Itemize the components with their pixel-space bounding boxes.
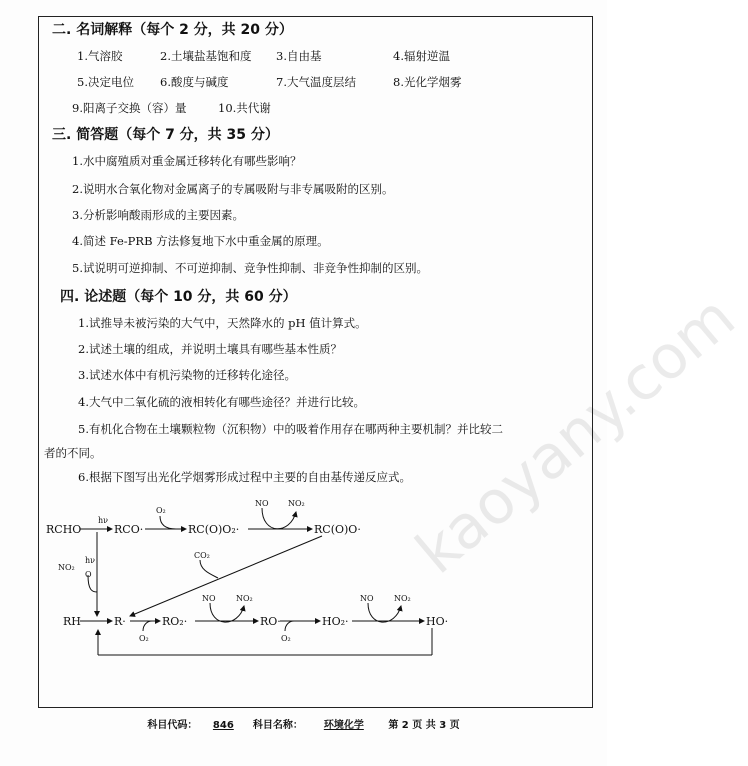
term: 8.光化学烟雾 bbox=[393, 75, 462, 89]
rcho-label: RCHO bbox=[46, 523, 82, 536]
section2-heading: 二. 名词解释（每个 2 分，共 20 分） bbox=[52, 22, 293, 38]
term: 5.决定电位 bbox=[77, 75, 134, 89]
no2-left-label: NO₂ bbox=[58, 563, 75, 572]
term: 10.共代谢 bbox=[218, 101, 271, 115]
question: 5.有机化合物在土壤颗粒物（沉积物）中的吸着作用存在哪两种主要机制？并比较二 bbox=[78, 422, 503, 436]
question-continued: 者的不同。 bbox=[44, 446, 102, 460]
section4-heading: 四. 论述题（每个 10 分，共 60 分） bbox=[60, 289, 297, 305]
r-label: R· bbox=[114, 615, 126, 628]
subject-code: 846 bbox=[212, 720, 234, 731]
section3-heading: 三. 简答题（每个 7 分，共 35 分） bbox=[52, 127, 279, 143]
no2-label: NO₂ bbox=[236, 594, 253, 603]
term: 7.大气温度层结 bbox=[276, 75, 356, 89]
rh-label: RH bbox=[63, 615, 81, 628]
term: 3.自由基 bbox=[276, 49, 322, 63]
ro2-label: RO₂· bbox=[162, 615, 188, 628]
question: 3.分析影响酸雨形成的主要因素。 bbox=[72, 208, 244, 222]
question: 3.试述水体中有机污染物的迁移转化途径。 bbox=[78, 368, 296, 382]
term: 1.气溶胶 bbox=[77, 49, 123, 63]
question: 2.试述土壤的组成，并说明土壤具有哪些基本性质？ bbox=[78, 342, 342, 356]
ho2-label: HO₂· bbox=[322, 615, 349, 628]
term: 2.土壤盐基饱和度 bbox=[160, 49, 252, 63]
o2-label: O₂ bbox=[139, 634, 149, 643]
o2-label: O₂ bbox=[281, 634, 291, 643]
code-label: 科目代码： bbox=[147, 720, 198, 731]
name-label: 科目名称： bbox=[252, 720, 303, 731]
o-left-label: O bbox=[85, 570, 92, 579]
hv-label: hν bbox=[98, 516, 109, 525]
ro-label: RO· bbox=[260, 615, 281, 628]
rcoo2-label: RC(O)O₂· bbox=[188, 523, 240, 536]
page-number: 第 2 页 共 3 页 bbox=[388, 720, 460, 731]
question: 1.水中腐殖质对重金属迁移转化有哪些影响？ bbox=[72, 154, 302, 168]
term: 6.酸度与碱度 bbox=[160, 75, 229, 89]
no2-label: NO₂ bbox=[288, 499, 305, 508]
ho-label: HO· bbox=[426, 615, 449, 628]
term: 9.阳离子交换（容）量 bbox=[72, 101, 187, 115]
no-label: NO bbox=[255, 499, 269, 508]
question: 6.根据下图写出光化学烟雾形成过程中主要的自由基传递反应式。 bbox=[78, 470, 411, 484]
question: 4.大气中二氧化硫的液相转化有哪些途径？并进行比较。 bbox=[78, 395, 365, 409]
no-label: NO bbox=[360, 594, 374, 603]
watermark: kaoyany.com bbox=[403, 282, 748, 588]
term: 4.辐射逆温 bbox=[393, 49, 450, 63]
footer bbox=[0, 716, 607, 731]
rco-label: RCO· bbox=[114, 523, 144, 536]
question: 2.说明水合氧化物对金属离子的专属吸附与非专属吸附的区别。 bbox=[72, 182, 394, 196]
question: 4.简述 Fe-PRB 方法修复地下水中重金属的原理。 bbox=[72, 234, 329, 248]
question: 1.试推导未被污染的大气中，天然降水的 pH 值计算式。 bbox=[78, 316, 367, 330]
rcoo-label: RC(O)O· bbox=[314, 523, 361, 536]
co2-label: CO₂ bbox=[194, 551, 210, 560]
no2-label: NO₂ bbox=[394, 594, 411, 603]
subject-name: 环境化学 bbox=[323, 720, 364, 731]
question: 5.试说明可逆抑制、不可逆抑制、竞争性抑制、非竞争性抑制的区别。 bbox=[72, 261, 428, 275]
hv-left-label: hν bbox=[85, 556, 96, 565]
o2-label: O₂ bbox=[156, 506, 166, 515]
no-label: NO bbox=[202, 594, 216, 603]
